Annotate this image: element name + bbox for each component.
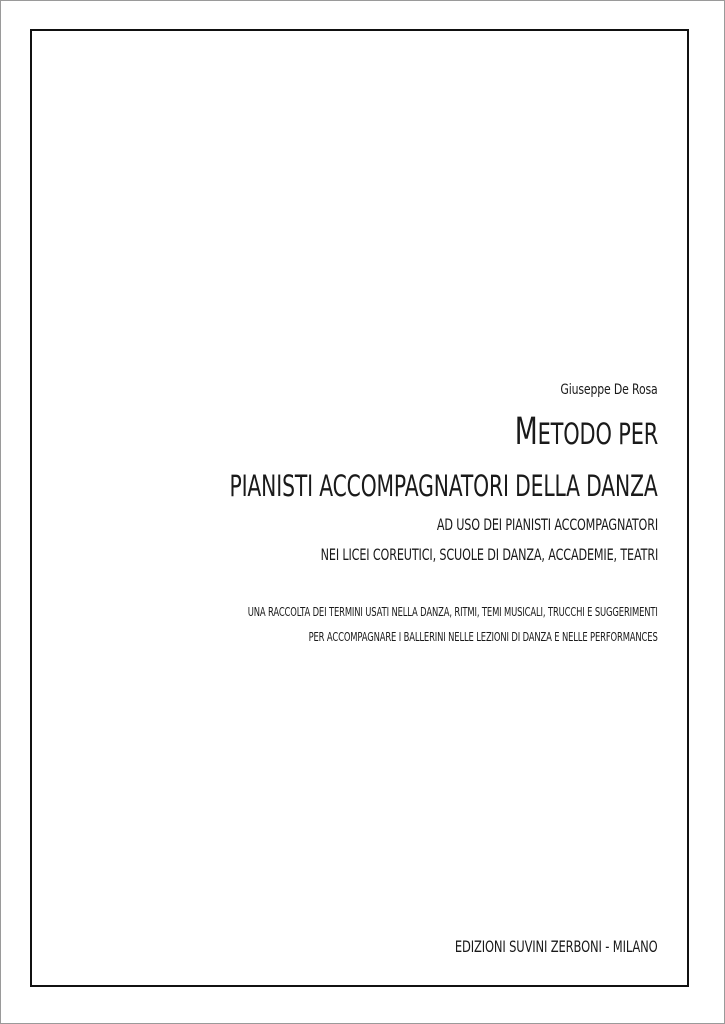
author-name: Giuseppe De Rosa <box>560 382 658 398</box>
cover-frame <box>30 29 689 987</box>
description-line-2: PER ACCOMPAGNARE I BALLERINI NELLE LEZIONI DI DANZA E NELLE PERFORMANCES <box>308 630 658 644</box>
publisher-imprint: EDIZIONI SUVINI ZERBONI - MILANO <box>455 937 658 956</box>
subtitle-line-1: AD USO DEI PIANISTI ACCOMPAGNATORI <box>436 515 658 534</box>
title-rest: ETODO PER <box>537 417 658 451</box>
title-line-1 <box>515 410 658 456</box>
title-line-2: PIANISTI ACCOMPAGNATORI DELLA DANZA <box>229 469 658 503</box>
subtitle-line-2: NEI LICEI COREUTICI, SCUOLE DI DANZA, ACCADEMIE, TEATRI <box>320 545 658 564</box>
title-initial: M <box>514 410 538 453</box>
description-line-1: UNA RACCOLTA DEI TERMINI USATI NELLA DANZA, RITMI, TEMI MUSICALI, TRUCCHI E SUGGERIMENTI <box>247 605 658 619</box>
